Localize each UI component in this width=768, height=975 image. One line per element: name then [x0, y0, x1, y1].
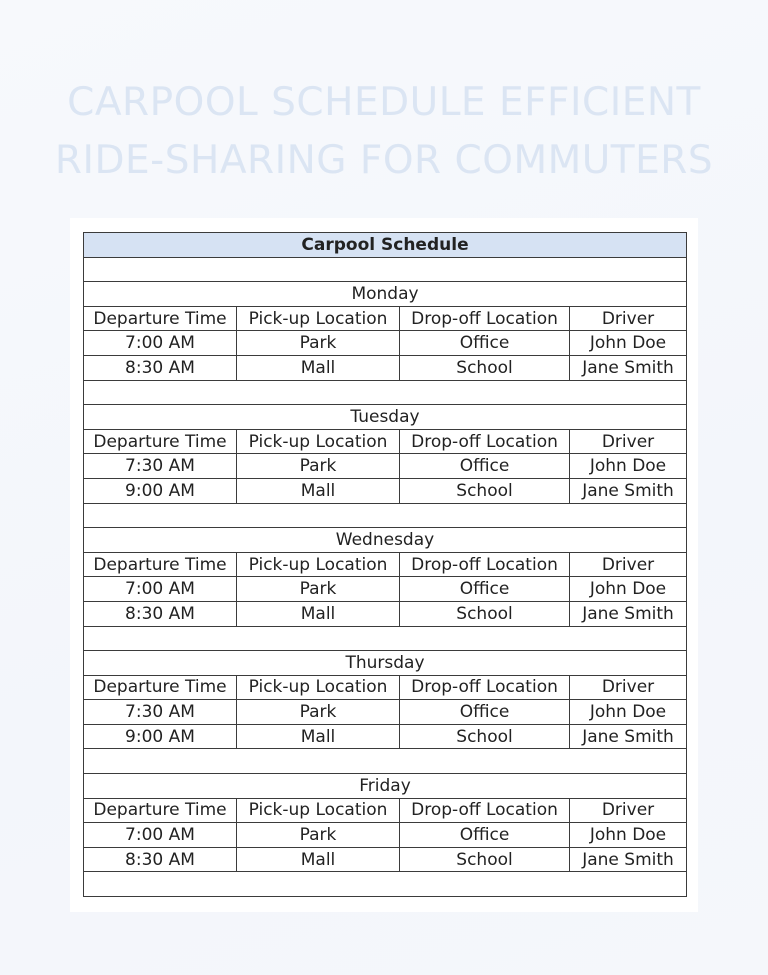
column-header: Pick-up Location	[237, 798, 400, 823]
table-cell: 7:30 AM	[84, 454, 237, 479]
table-cell: School	[400, 724, 570, 749]
table-cell: 7:00 AM	[84, 823, 237, 848]
column-header: Pick-up Location	[237, 675, 400, 700]
day-label: Thursday	[84, 651, 687, 676]
column-header: Drop-off Location	[400, 675, 570, 700]
column-header: Drop-off Location	[400, 798, 570, 823]
column-header: Departure Time	[84, 306, 237, 331]
table-row	[84, 331, 687, 356]
column-header: Pick-up Location	[237, 429, 400, 454]
blank-cell	[84, 380, 687, 405]
day-row	[84, 528, 687, 553]
table-row	[84, 601, 687, 626]
table-cell: Park	[237, 577, 400, 602]
blank-row	[84, 626, 687, 651]
table-cell: 8:30 AM	[84, 847, 237, 872]
table-cell: School	[400, 601, 570, 626]
column-header: Driver	[570, 675, 687, 700]
table-cell: Park	[237, 823, 400, 848]
table-cell: 7:30 AM	[84, 700, 237, 725]
table-cell: Mall	[237, 478, 400, 503]
blank-cell	[84, 872, 687, 897]
column-header: Pick-up Location	[237, 552, 400, 577]
table-cell: Park	[237, 454, 400, 479]
banner-line-1: CARPOOL SCHEDULE EFFICIENT	[67, 80, 701, 125]
column-header: Pick-up Location	[237, 306, 400, 331]
table-cell: Mall	[237, 724, 400, 749]
column-header-row	[84, 798, 687, 823]
table-cell: Jane Smith	[570, 847, 687, 872]
column-header-row	[84, 552, 687, 577]
day-row	[84, 405, 687, 430]
table-cell: Office	[400, 577, 570, 602]
column-header: Departure Time	[84, 429, 237, 454]
table-cell: 9:00 AM	[84, 478, 237, 503]
table-cell: 7:00 AM	[84, 577, 237, 602]
blank-cell	[84, 257, 687, 282]
table-cell: School	[400, 478, 570, 503]
table-cell: John Doe	[570, 577, 687, 602]
day-label: Monday	[84, 282, 687, 307]
table-cell: School	[400, 355, 570, 380]
table-cell: Park	[237, 331, 400, 356]
table-row	[84, 454, 687, 479]
blank-cell	[84, 749, 687, 774]
table-cell: Jane Smith	[570, 724, 687, 749]
table-cell: John Doe	[570, 454, 687, 479]
blank-row	[84, 503, 687, 528]
table-cell: John Doe	[570, 331, 687, 356]
day-label: Wednesday	[84, 528, 687, 553]
table-cell: Mall	[237, 355, 400, 380]
table-row	[84, 478, 687, 503]
column-header: Departure Time	[84, 798, 237, 823]
table-cell: 8:30 AM	[84, 355, 237, 380]
day-row	[84, 651, 687, 676]
day-row	[84, 282, 687, 307]
table-cell: John Doe	[570, 823, 687, 848]
table-row	[84, 847, 687, 872]
table-row	[84, 700, 687, 725]
table-row	[84, 577, 687, 602]
table-cell: 7:00 AM	[84, 331, 237, 356]
column-header: Driver	[570, 429, 687, 454]
column-header: Driver	[570, 798, 687, 823]
column-header: Departure Time	[84, 552, 237, 577]
table-cell: Office	[400, 823, 570, 848]
column-header: Departure Time	[84, 675, 237, 700]
column-header-row	[84, 429, 687, 454]
column-header-row	[84, 306, 687, 331]
table-cell: Park	[237, 700, 400, 725]
day-label: Tuesday	[84, 405, 687, 430]
blank-cell	[84, 503, 687, 528]
blank-row	[84, 380, 687, 405]
table-cell: Jane Smith	[570, 355, 687, 380]
blank-row	[84, 749, 687, 774]
table-cell: Office	[400, 700, 570, 725]
table-cell: Office	[400, 331, 570, 356]
day-label: Friday	[84, 774, 687, 799]
blank-row	[84, 257, 687, 282]
table-row	[84, 823, 687, 848]
column-header: Drop-off Location	[400, 429, 570, 454]
page-banner	[0, 74, 768, 190]
column-header: Driver	[570, 306, 687, 331]
table-row	[84, 724, 687, 749]
table-cell: Jane Smith	[570, 601, 687, 626]
column-header-row	[84, 675, 687, 700]
day-row	[84, 774, 687, 799]
table-cell: School	[400, 847, 570, 872]
table-cell: Jane Smith	[570, 478, 687, 503]
table-cell: 8:30 AM	[84, 601, 237, 626]
table-title: Carpool Schedule	[84, 233, 687, 258]
column-header: Drop-off Location	[400, 306, 570, 331]
table-row	[84, 355, 687, 380]
carpool-schedule-table	[83, 232, 687, 897]
table-cell: John Doe	[570, 700, 687, 725]
banner-line-2: RIDE-SHARING FOR COMMUTERS	[54, 138, 714, 183]
column-header: Drop-off Location	[400, 552, 570, 577]
column-header: Driver	[570, 552, 687, 577]
blank-cell	[84, 626, 687, 651]
table-cell: Mall	[237, 847, 400, 872]
table-cell: Mall	[237, 601, 400, 626]
blank-row	[84, 872, 687, 897]
table-cell: Office	[400, 454, 570, 479]
table-cell: 9:00 AM	[84, 724, 237, 749]
